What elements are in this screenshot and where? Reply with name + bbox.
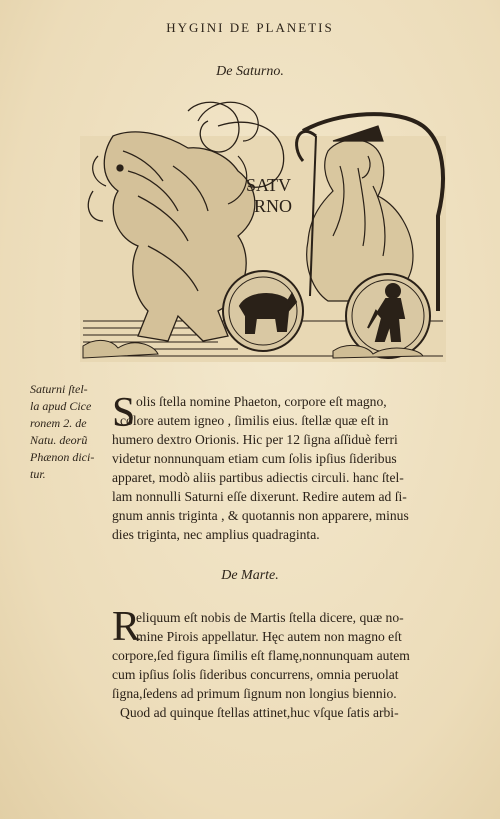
saturn-paragraph [112, 392, 460, 544]
text-line: Quod ad quinque ſtellas attinet,huc vſque ſatis arbi- [120, 705, 399, 720]
text-line: corpore,ſed figura ſimilis eſt flamę,nonnunquam autem [112, 648, 410, 663]
marginal-note-line: Saturni ſtel- [30, 382, 88, 396]
marginal-note [30, 381, 110, 483]
marginal-note-line: Natu. deorũ [30, 433, 88, 447]
marginal-note-line: Phænon dici- [30, 450, 95, 464]
saturn-woodcut-illustration [78, 96, 448, 364]
figure-medallion-icon [346, 274, 430, 358]
mars-paragraph [112, 604, 460, 722]
marginal-note-line: tur. [30, 467, 46, 481]
drop-cap-s: S [112, 390, 136, 436]
goat-medallion-icon [223, 271, 303, 351]
text-line: lam nonnulli Saturni eſſe dixerunt. Redire autem ad ſi- [112, 489, 407, 504]
woodcut-label-line1: SATV [246, 175, 292, 195]
text-line: cum ipſius ſolis ſideribus concurrens, omnia peruolat [112, 667, 399, 682]
woodcut-label-line2: RNO [254, 196, 293, 216]
text-line: dies triginta, nec amplius quadraginta. [112, 527, 320, 542]
marginal-note-line: la apud Cice [30, 399, 92, 413]
text-line: videtur nonnunquam etiam cum ſolis ipſius ſideribus [112, 451, 397, 466]
text-line: mine Pirois appellatur. Hęc autem non magno eſt [136, 629, 402, 644]
section-title-mars: De Marte. [221, 568, 279, 583]
text-line: gnum annis triginta , & quotannis non apparere, minus [112, 508, 409, 523]
running-header: HYGINI DE PLANETIS [166, 20, 334, 35]
text-line: apparet, modò aliis partibus adiectis circuli. hanc ſtel- [112, 470, 404, 485]
text-line: humero dextro Orionis. Hic per 12 ſigna aſſiduè ferri [112, 432, 398, 447]
marginal-note-line: ronem 2. de [30, 416, 87, 430]
section-title-saturn: De Saturno. [216, 64, 284, 79]
drop-cap-r: R [112, 604, 141, 650]
text-line: olis ſtella nomine Phaeton, corpore eſt magno, [136, 394, 387, 409]
text-line: colore autem igneo , ſimilis eius. ſtellæ quæ eſt in [120, 413, 389, 428]
text-line: ſigna,ſedens ad primum ſignum non longius biennio. [112, 686, 397, 701]
text-line: eliquum eſt nobis de Martis ſtella dicere, quæ no- [136, 610, 404, 625]
